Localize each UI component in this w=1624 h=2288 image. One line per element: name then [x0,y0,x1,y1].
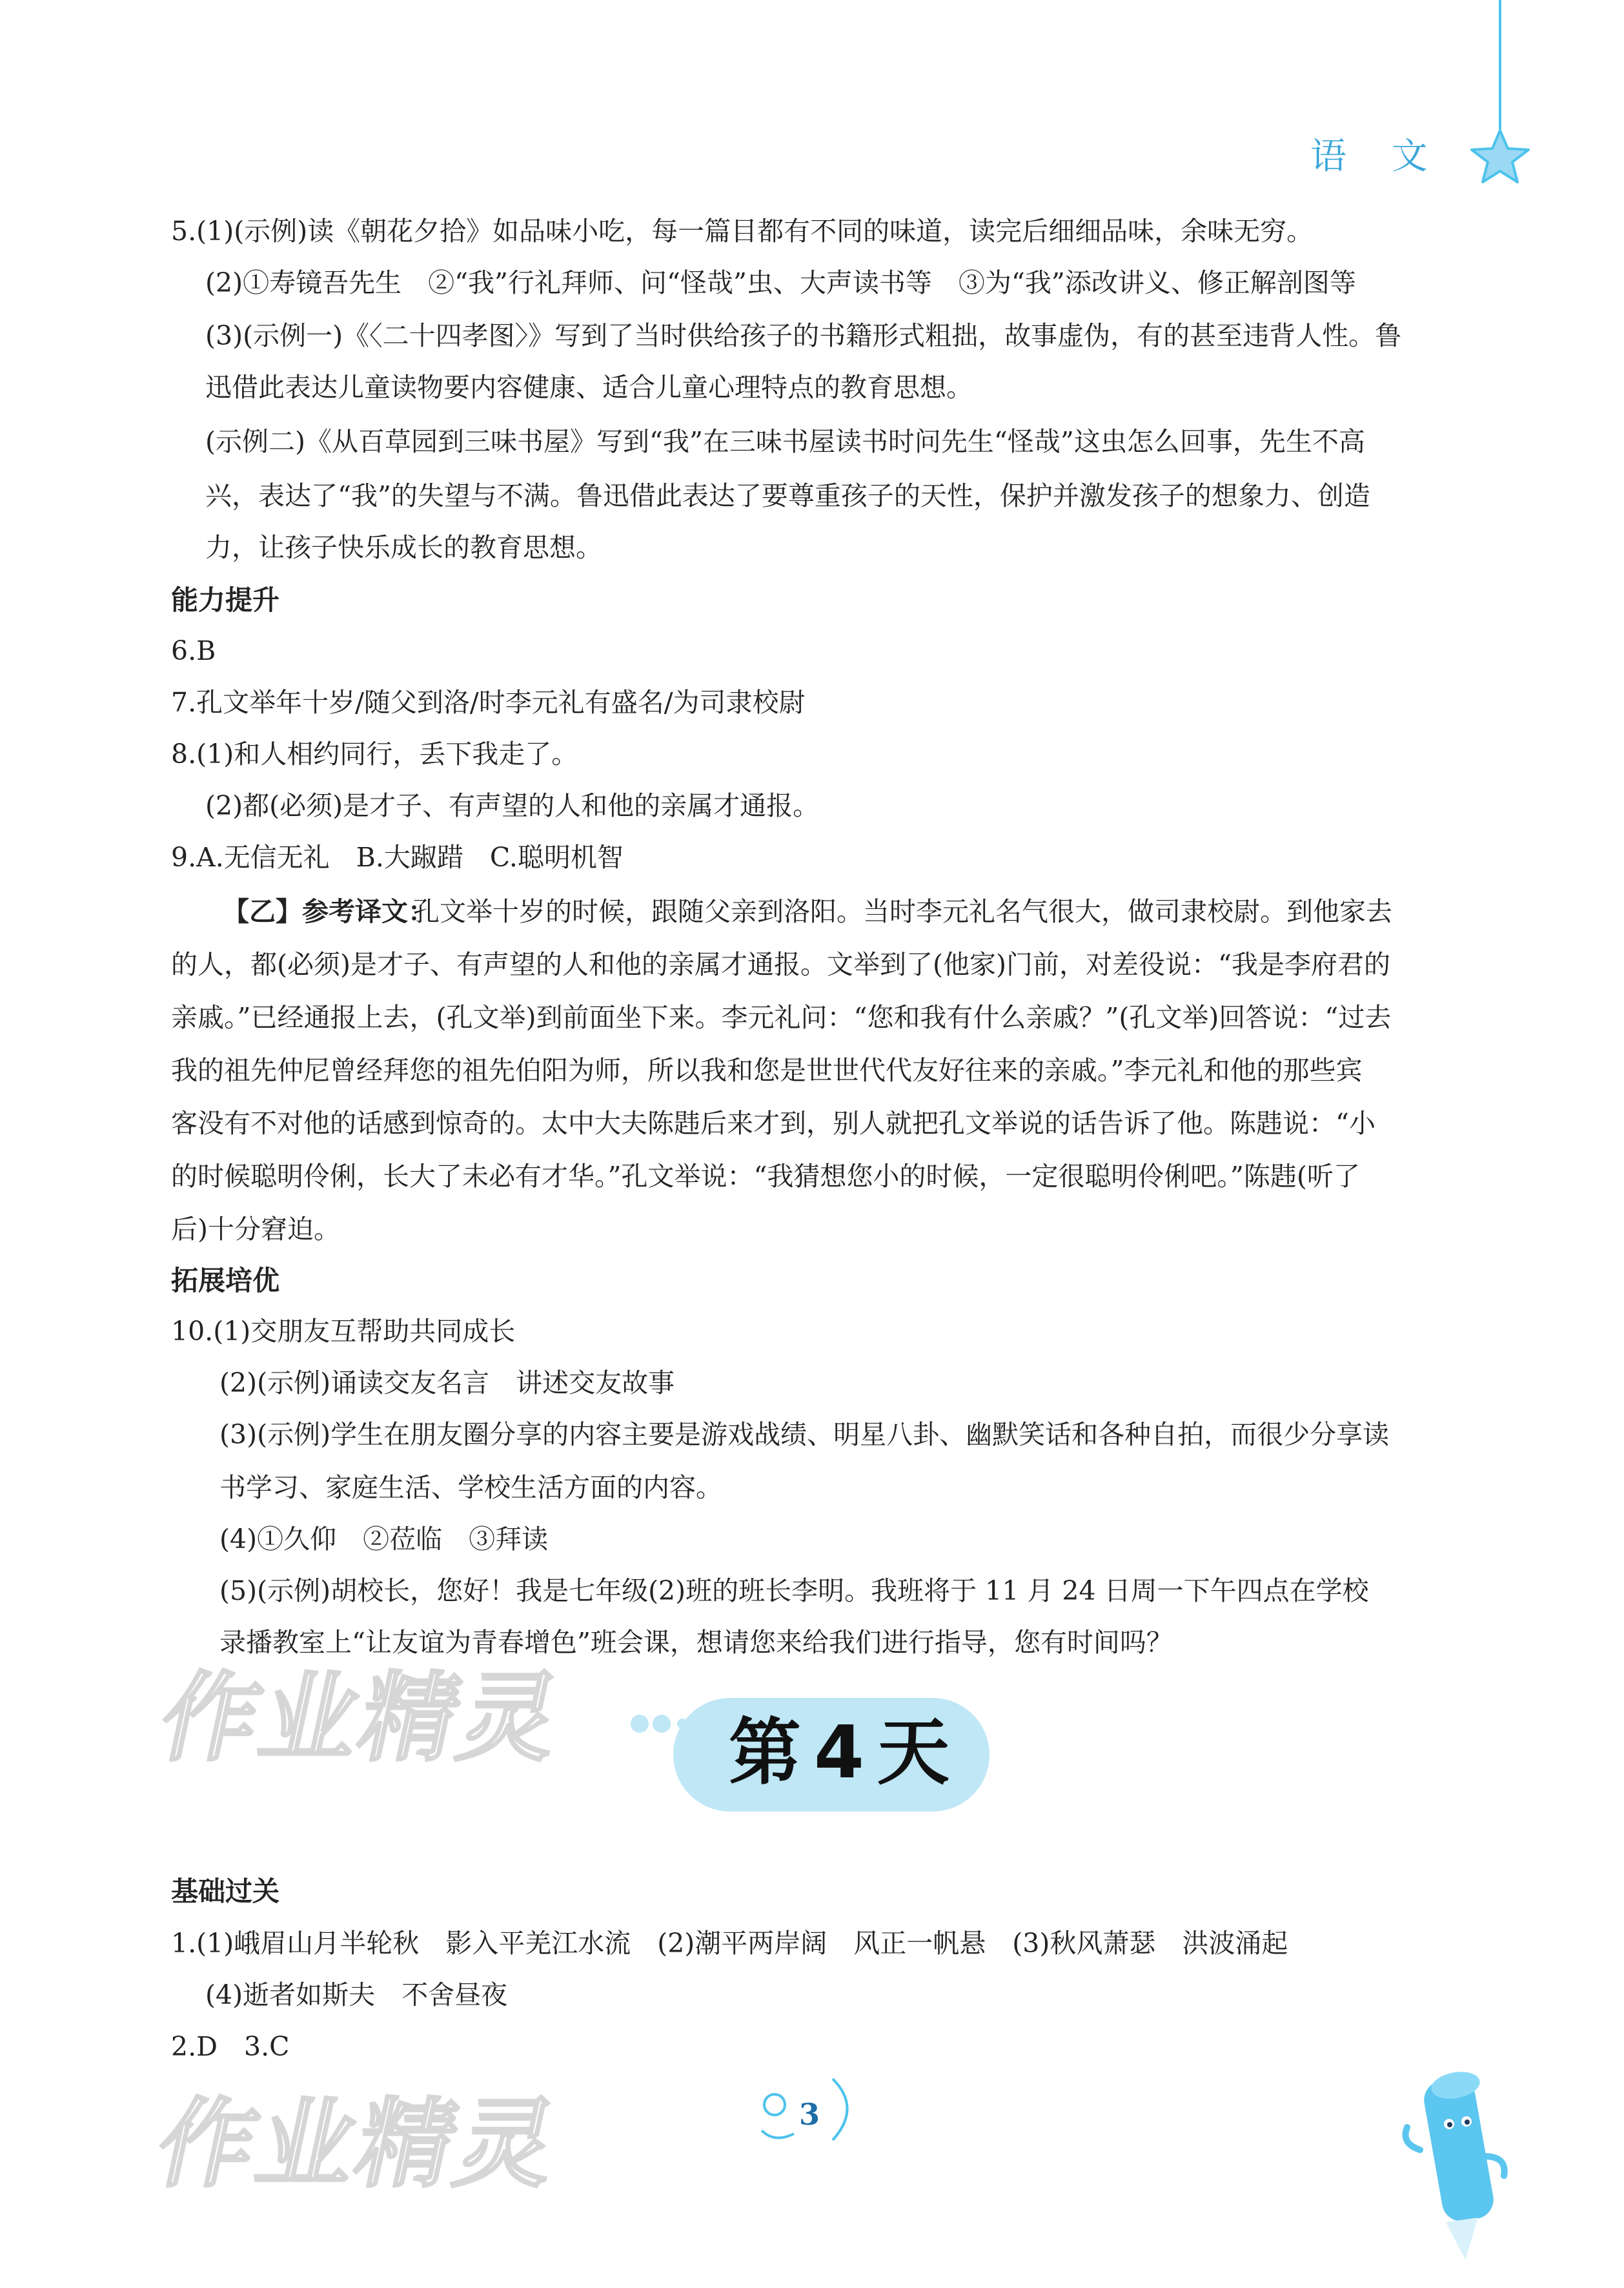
q5-line-3: (3)(示例一)《〈二十四孝图〉》写到了当时供给孩子的书籍形式粗拙，故事虚伪，有的甚至违背人性。鲁 [205,320,1402,351]
day4-q2-q3-answer: 2.D 3.C [171,2031,290,2062]
q10-line-4: 书学习、家庭生活、学校生活方面的内容。 [219,1472,722,1503]
q5-line-1: 5.(1)(示例)读《朝花夕拾》如品味小吃，每一篇目都有不同的味道，读完后细细品味，余味无穷。 [171,216,1314,247]
q5-line-6: 兴，表达了“我”的失望与不满。鲁迅借此表达了要尊重孩子的天性，保护并激发孩子的想象力、创造 [205,480,1370,511]
translation-line-7: 后)十分窘迫。 [171,1214,340,1245]
q8-answer-1: 8.(1)和人相约同行，丢下我走了。 [171,739,578,770]
section-heading-basic: 基础过关 [171,1875,280,1907]
hanging-line [1499,0,1501,129]
translation-label: 【乙】参考译文： [223,896,434,927]
section-heading-extension: 拓展培优 [171,1265,280,1296]
q8-answer-2: (2)都(必须)是才子、有声望的人和他的亲属才通报。 [205,790,820,821]
section-heading-ability: 能力提升 [171,584,280,616]
translation-line-5: 客没有不对他的话感到惊奇的。太中大夫陈韪后来才到，别人就把孔文举说的话告诉了他。陈韪说：“小 [171,1108,1375,1139]
translation-line-3: 亲戚。”已经通报上去，(孔文举)到前面坐下来。李元礼问：“您和我有什么亲戚？”(孔文举)回答说：“过去 [171,1002,1392,1033]
star-icon [1465,128,1535,186]
translation-line-4: 我的祖先仲尼曾经拜您的祖先伯阳为师，所以我和您是世世代代友好往来的亲戚。”李元礼和他的那些宾 [171,1055,1363,1086]
page-number: 3 [799,2097,820,2132]
watermark-lower: 作业精灵 [147,2089,569,2201]
q10-line-2: (2)(示例)诵读交友名言 讲述交友故事 [219,1367,675,1398]
q6-answer: 6.B [171,635,216,666]
q10-line-7: 录播教室上“让友谊为青春增色”班会课，想请您来给我们进行指导，您有时间吗？ [219,1627,1173,1658]
q10-line-6: (5)(示例)胡校长，您好！我是七年级(2)班的班长李明。我班将于 11 月 24 日周一下午四点在学校 [219,1575,1369,1606]
translation-line-2: 的人，都(必须)是才子、有声望的人和他的亲属才通报。文举到了(他家)门前，对差役说：“我是李府君的 [171,949,1390,980]
q7-answer: 7.孔文举年十岁/随父到洛/时李元礼有盛名/为司隶校尉 [171,687,806,718]
q5-line-2: (2)①寿镜吾先生 ②“我”行礼拜师、问“怪哉”虫、大声读书等 ③为“我”添改讲义、修正解剖图等 [205,267,1356,298]
subject-label: 语 文 [1310,136,1445,178]
q10-line-5: (4)①久仰 ②莅临 ③拜读 [219,1524,549,1555]
q5-line-7: 力，让孩子快乐成长的教育思想。 [205,532,602,563]
q9-answer: 9.A.无信无礼 B.大踧踖 C.聪明机智 [171,842,624,873]
translation-line-1: 孔文举十岁的时候，跟随父亲到洛阳。当时李元礼名气很大，做司隶校尉。到他家去 [413,896,1392,927]
q10-line-1: 10.(1)交朋友互帮助共同成长 [171,1316,516,1347]
q10-line-3: (3)(示例)学生在朋友圈分享的内容主要是游戏战绩、明星八卦、幽默笑话和各种自拍，而很少分享读 [219,1419,1390,1450]
q5-line-5: (示例二)《从百草园到三味书屋》写到“我”在三味书屋读书时问先生“怪哉”这虫怎么回事，先生不高 [205,426,1365,457]
q5-line-4: 迅借此表达儿童读物要内容健康、适合儿童心理特点的教育思想。 [205,372,973,403]
pencil-mascot-icon [1394,2053,1517,2266]
day4-q1-line-2: (4)逝者如斯夫 不舍昼夜 [205,1979,508,2010]
day4-q1-line-1: 1.(1)峨眉山月半轮秋 影入平羌江水流 (2)潮平两岸阔 风正一帆悬 (3)秋风萧瑟 洪波涌起 [171,1928,1288,1959]
watermark-upper: 作业精灵 [150,1662,573,1775]
day-banner-title: 第4天 [729,1711,962,1795]
translation-line-6: 的时候聪明伶俐，长大了未必有才华。”孔文举说：“我猜想您小的时候，一定很聪明伶俐吧。”陈韪(听了 [171,1161,1360,1192]
